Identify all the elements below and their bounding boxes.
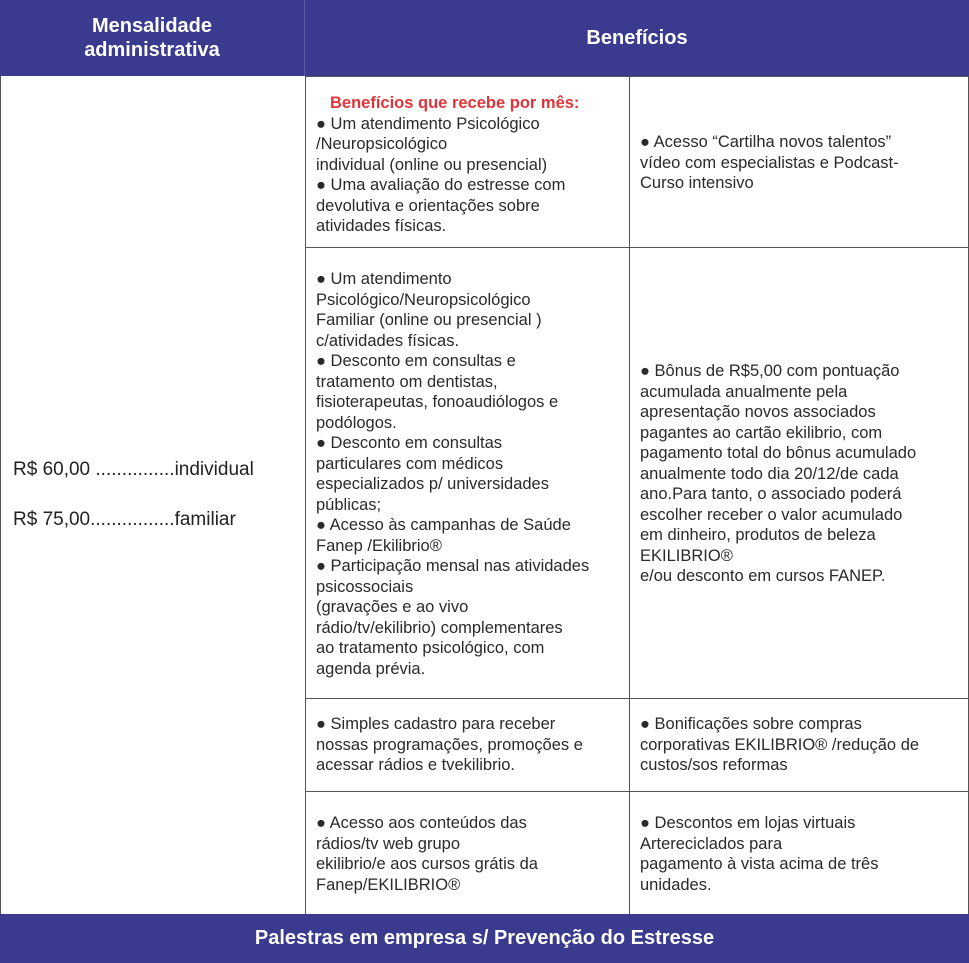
header-benefits <box>305 0 969 76</box>
row-4-left-cell <box>305 791 629 914</box>
row-3-right-text: ● Bonificações sobre compras corporativas EKILIBRIO® /redução de custos/sos reformas <box>640 715 920 774</box>
row-1-left-cell <box>305 76 629 247</box>
footer-text: Palestras em empresa s/ Prevenção do Estresse <box>254 927 715 949</box>
footer-banner <box>0 914 969 963</box>
row-1-left-text: ● Um atendimento Psicológico /Neuropsicológico individual (online ou presencial) ● Uma avaliação do estresse com devolutiva e orientações sobre atividades físicas. <box>316 114 566 235</box>
row-2-right-cell <box>629 247 969 698</box>
price-familiar: R$ 75,00................familiar <box>13 509 236 530</box>
row-2-left-cell <box>305 247 629 698</box>
header-monthly-fee-label: Mensalidade administrativa <box>84 15 220 61</box>
header-monthly-fee <box>0 0 305 76</box>
row-2-right-text: ● Bônus de R$5,00 com pontuação acumulada anualmente pela apresentação novos associados pagantes ao cartão ekilibrio, com pagamento total do bônus acumulado anualmente todo dia 20/12/de cada ano.Para tanto, o associado poderá escolher receber o valor acumulado em dinheiro, produtos de beleza EKILIBRIO® e/ou desconto em cursos FANEP. <box>640 362 917 585</box>
row-4-left-text: ● Acesso aos conteúdos das rádios/tv web grupo ekilibrio/e aos cursos grátis da Fanep/EKILIBRIO® <box>316 814 538 894</box>
row-4-right-text: ● Descontos em lojas virtuais Artereciclados para pagamento à vista acima de três unidades. <box>640 814 879 894</box>
row-1-left-title: Benefícios que recebe por mês: <box>330 94 580 112</box>
header-benefits-label: Benefícios <box>586 27 688 49</box>
row-2-left-text: ● Um atendimento Psicológico/Neuropsicológico Familiar (online ou presencial ) c/atividades físicas. ● Desconto em consultas e tratamento om dentistas, fisioterapeutas, fonoaudiólogos e podólogos. ● Desconto em consultas particulares com médicos especializados p/ universidades públicas; ● Acesso às campanhas de Saúde Fanep /Ekilibrio® ● Participação mensal nas atividades psicossociais (gravações e ao vivo rádio/tv/ekilibrio) complementares ao tratamento psicológico, com agenda prévia. <box>316 270 590 678</box>
row-3-left-text: ● Simples cadastro para receber nossas programações, promoções e acessar rádios e tvekilibrio. <box>316 715 583 774</box>
row-3-left-cell <box>305 698 629 791</box>
row-1-right-cell <box>629 76 969 247</box>
row-4-right-cell <box>629 791 969 914</box>
price-column <box>0 76 305 914</box>
row-1-right-text: ● Acesso “Cartilha novos talentos” vídeo com especialistas e Podcast- Curso intensivo <box>640 133 899 192</box>
price-individual: R$ 60,00 ...............individual <box>13 459 254 480</box>
row-3-right-cell <box>629 698 969 791</box>
